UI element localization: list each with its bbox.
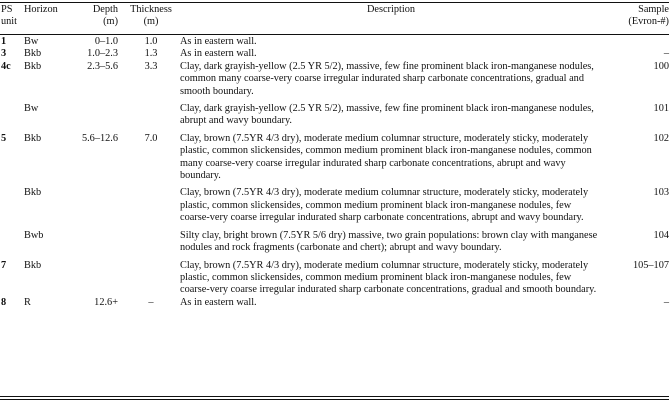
cell-description: Clay, brown (7.5YR 4/3 dry), moderate medium columnar structure, moderately sticky, moderately plastic, common slickensides, common medium prominent black iron-manganese nodules, common many coarse-very coarse irregular indurated sharp carbonate concentrations, abrupt and wavy boundary. — [180, 132, 592, 182]
table-row — [0, 297, 669, 312]
bottom-rule-lower — [0, 399, 669, 400]
header-thickness-line2: (m) — [143, 16, 159, 28]
cell-description: Clay, brown (7.5YR 4/3 dry), moderate medium columnar structure, moderately sticky, moderately plastic, common slickensides, common medium prominent black iron-manganese nodules, few coarse-very coarse irregular indurated sharp carbonate concentrations, abrupt and wavy boundary. — [180, 187, 589, 224]
cell-thickness — [122, 255, 180, 297]
cell-description: Silty clay, bright brown (7.5YR 5/6 dry) massive, two grain populations: brown clay with manganese nodules and rock fragments (carbonate and chert); abrupt and wavy boundary. — [180, 229, 598, 254]
cell-description: As in eastern wall. — [180, 296, 257, 308]
table-row — [0, 225, 669, 255]
cell-sample: 104 — [653, 229, 669, 241]
cell-horizon: Bkb — [24, 187, 42, 199]
table-row — [0, 128, 669, 183]
header-unit-line1: PS — [1, 4, 13, 15]
cell-sample: 101 — [653, 103, 669, 115]
cell-depth: 12.6+ — [94, 296, 118, 308]
bottom-rule-upper — [0, 396, 669, 397]
cell-unit: 7 — [1, 259, 7, 271]
cell-thickness: – — [148, 296, 154, 308]
cell-sample — [606, 35, 669, 49]
cell-thickness — [122, 225, 180, 255]
cell-unit — [0, 225, 24, 255]
cell-depth — [74, 98, 122, 128]
header-sample-line2: (Evron-#) — [628, 16, 669, 28]
cell-unit: 3 — [1, 48, 7, 60]
cell-depth — [74, 255, 122, 297]
cell-horizon: Bkb — [24, 132, 42, 144]
table-row — [0, 35, 669, 49]
cell-depth: 2.3–5.6 — [87, 60, 118, 72]
table-row — [0, 61, 669, 98]
cell-depth — [74, 225, 122, 255]
cell-depth: 1.0–2.3 — [87, 48, 118, 60]
cell-thickness — [122, 182, 180, 224]
header-depth-line1: Depth — [92, 4, 118, 15]
cell-unit: 1 — [1, 36, 7, 47]
header-sample — [606, 3, 669, 35]
cell-sample: 102 — [653, 132, 669, 144]
table-row — [0, 182, 669, 224]
table-header — [0, 3, 669, 35]
table-row — [0, 255, 669, 297]
cell-description: Clay, dark grayish-yellow (2.5 YR 5/2), massive, few fine prominent black iron-manganese nodules, abrupt and wavy boundary. — [180, 103, 594, 127]
header-description: Description — [180, 3, 606, 35]
cell-unit: 4c — [1, 60, 11, 72]
header-unit — [0, 3, 24, 35]
cell-thickness — [122, 98, 180, 128]
header-depth-line2: (m) — [103, 16, 118, 28]
cell-unit — [0, 98, 24, 128]
table-row — [0, 98, 669, 128]
cell-description: As in eastern wall. — [180, 36, 257, 47]
header-thickness-line1: Thickness — [130, 4, 172, 15]
cell-depth: 5.6–12.6 — [81, 132, 118, 144]
cell-sample: – — [663, 296, 669, 308]
cell-sample: 103 — [653, 187, 669, 199]
table-body — [0, 35, 669, 313]
cell-sample: 100 — [653, 60, 669, 72]
cell-thickness: 1.3 — [144, 48, 158, 60]
soil-profile-table — [0, 2, 669, 312]
header-sample-line1: Sample — [638, 4, 669, 15]
cell-horizon: Bwb — [24, 229, 44, 241]
cell-description: Clay, brown (7.5YR 4/3 dry), moderate medium columnar structure, moderately sticky, moderately plastic, common slickensides, common medium prominent black iron-manganese nodules, few coarse-very coarse irregular indurated sharp carbonate concentrations, gradual and smooth boundary. — [180, 259, 597, 296]
header-horizon: Horizon — [24, 3, 74, 35]
cell-thickness: 1.0 — [144, 36, 158, 47]
cell-unit: 8 — [1, 296, 7, 308]
cell-horizon: R — [24, 296, 31, 308]
header-thickness — [122, 3, 180, 35]
cell-horizon: Bkb — [24, 60, 42, 72]
cell-depth — [74, 182, 122, 224]
header-unit-line2: unit — [1, 16, 18, 28]
cell-unit — [0, 182, 24, 224]
cell-description: As in eastern wall. — [180, 48, 257, 60]
cell-thickness: 7.0 — [144, 132, 158, 144]
cell-unit: 5 — [1, 132, 7, 144]
cell-thickness: 3.3 — [144, 60, 158, 72]
cell-sample: 105–107 — [632, 259, 669, 271]
cell-horizon: Bw — [24, 103, 39, 115]
cell-sample: – — [663, 48, 669, 60]
header-depth — [74, 3, 122, 35]
cell-description: Clay, dark grayish-yellow (2.5 YR 5/2), massive, few fine prominent black iron-manganese nodules, common many coarse-very coarse irregular indurated sharp carbonate concentrations, gradual and smooth boundary. — [180, 60, 594, 97]
cell-depth: 0–1.0 — [94, 36, 118, 47]
table-row — [0, 48, 669, 60]
cell-horizon: Bkb — [24, 48, 42, 60]
cell-horizon: Bw — [24, 36, 39, 47]
cell-horizon: Bkb — [24, 259, 42, 271]
